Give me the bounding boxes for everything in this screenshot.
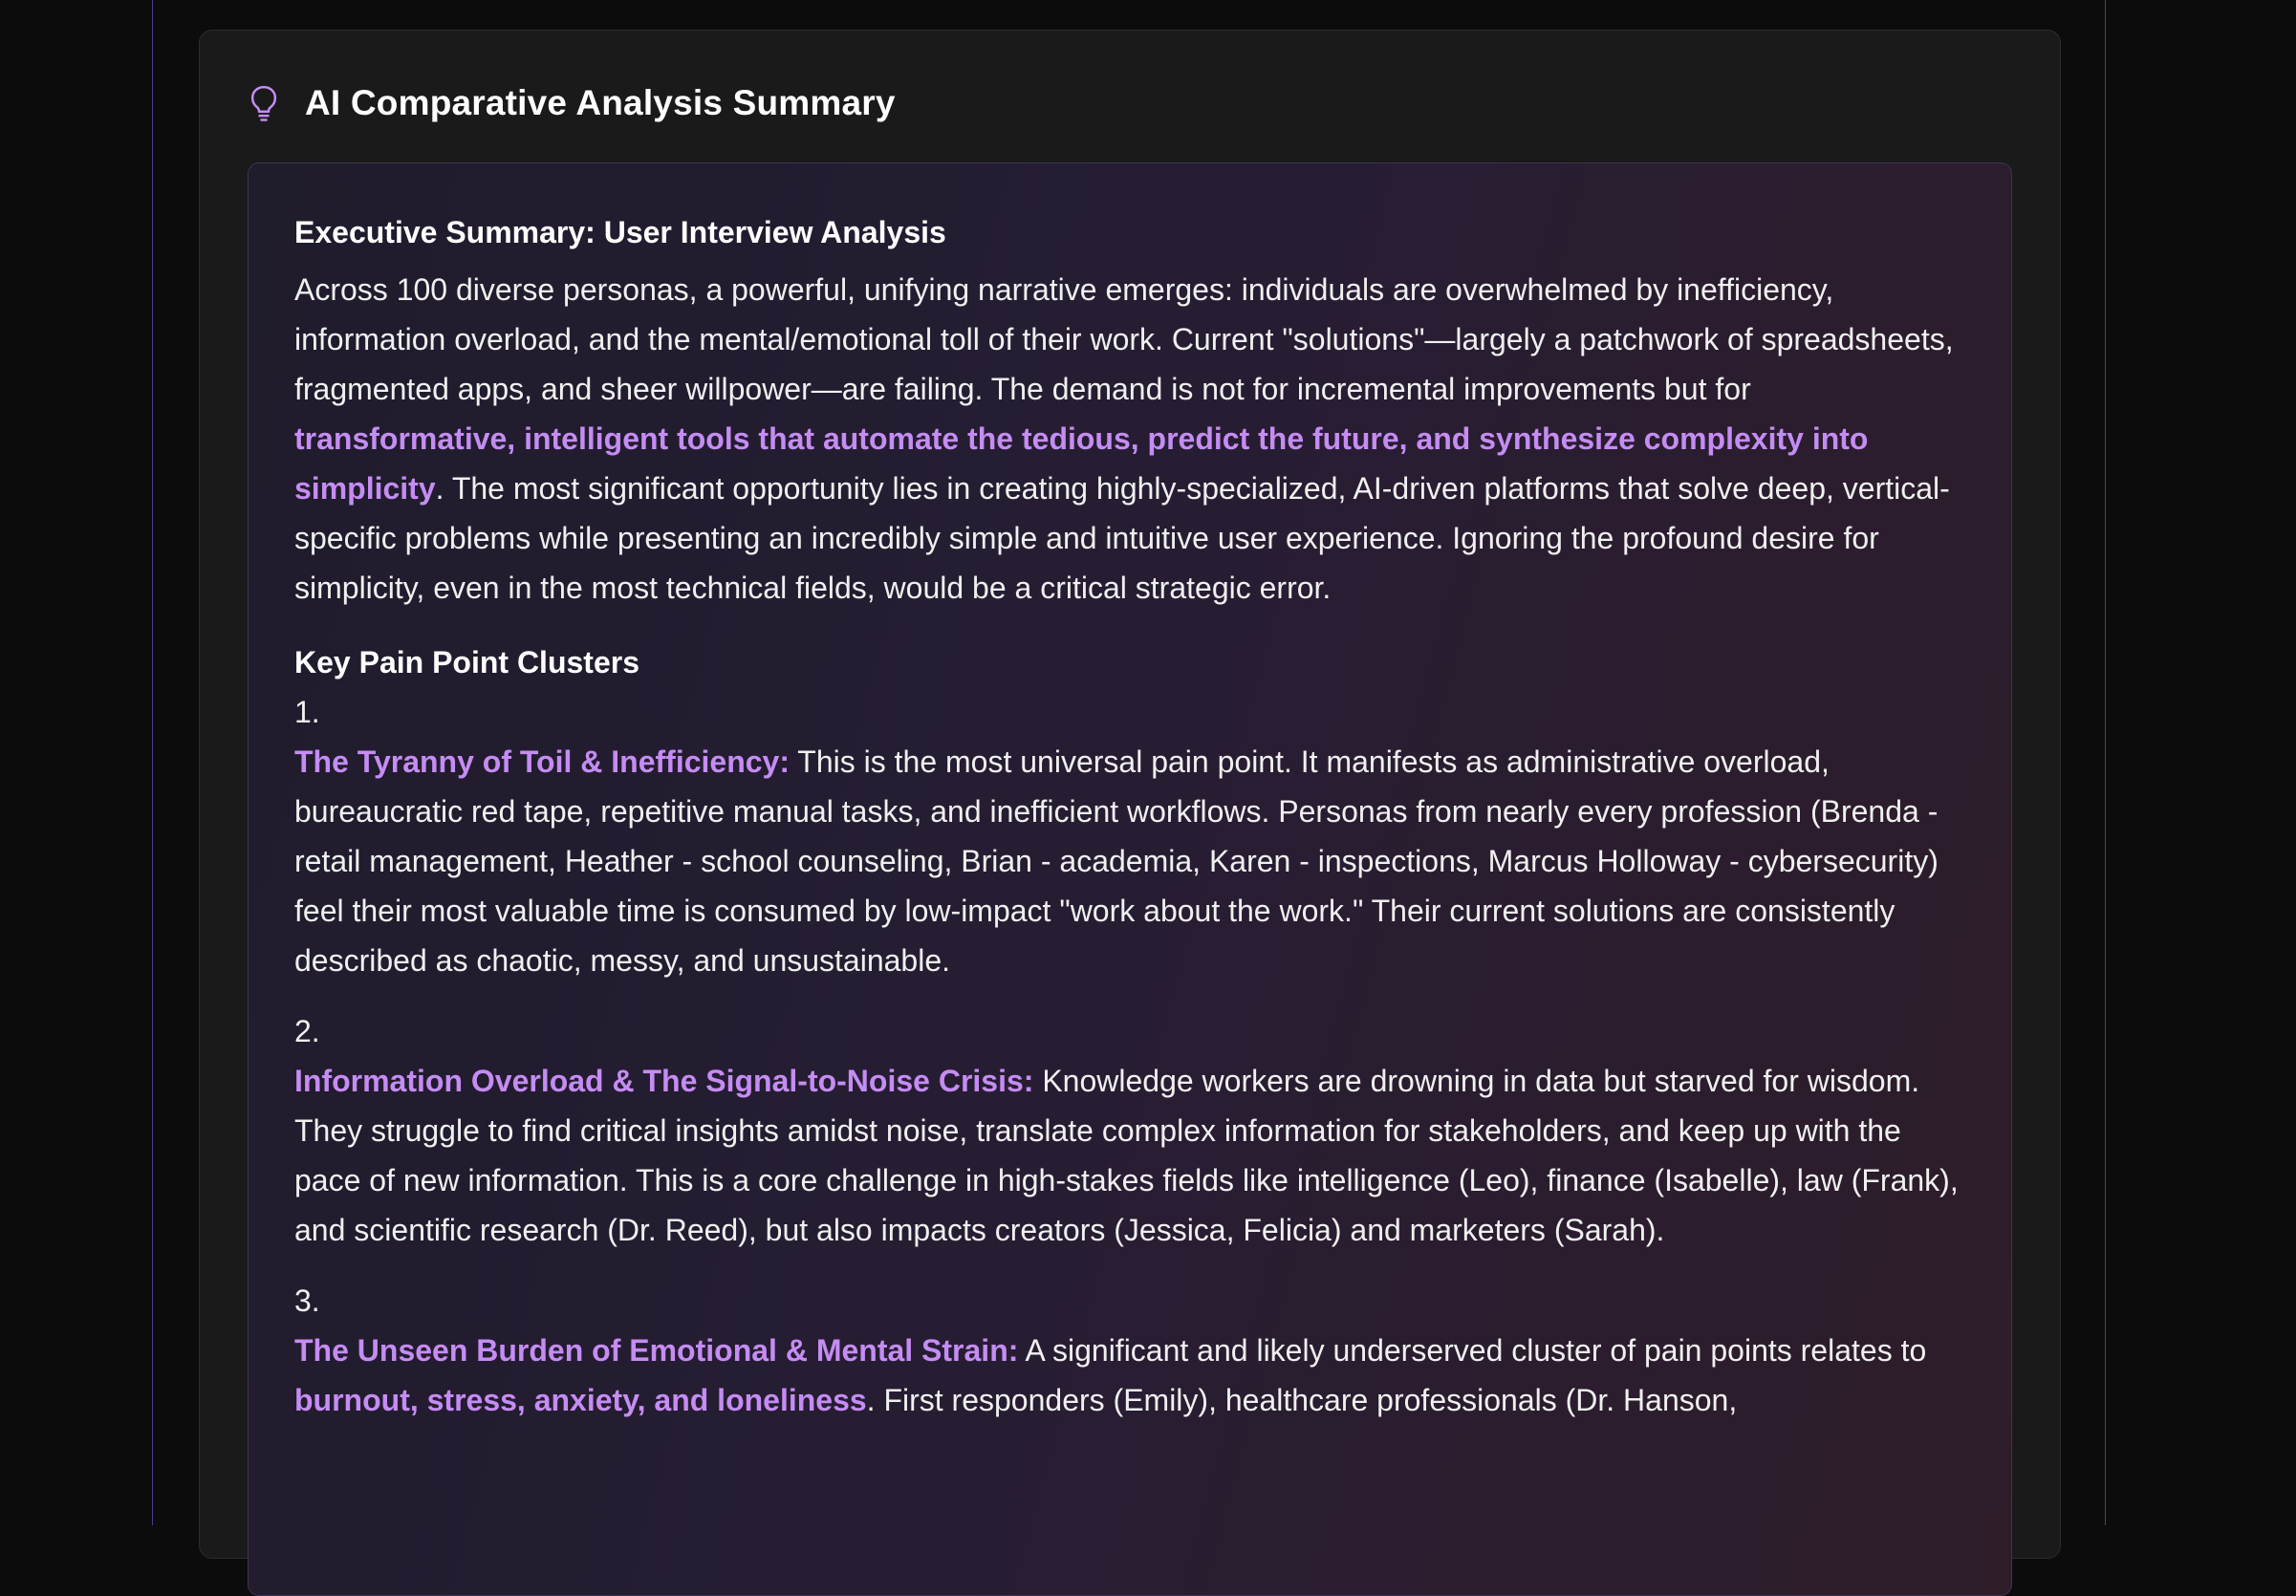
summary-text-end: . The most significant opportunity lies in creating highly-specialized, AI-driven platforms that solve deep, vertical-specific problems while presenting an incredibly simple and intuitive user experience. Ignoring the profound desire for simplicity, even in the most technical fields, would be a critical strategic error. xyxy=(294,471,1950,605)
cluster-item xyxy=(294,691,1965,985)
cluster-text: A significant and likely underserved cluster of pain points relates to xyxy=(1018,1333,1927,1368)
cluster-body xyxy=(294,737,1965,985)
card-title: AI Comparative Analysis Summary xyxy=(305,83,896,122)
cluster-title: The Unseen Burden of Emotional & Mental Strain: xyxy=(294,1333,1019,1368)
cluster-text-end: . First responders (Emily), healthcare professionals (Dr. Hanson, xyxy=(866,1383,1738,1417)
cluster-text: This is the most universal pain point. It manifests as administrative overload, bureaucratic red tape, repetitive manual tasks, and inefficient workflows. Personas from nearly every profession (Brenda - retail management, Heather - school counseling, Brian - academia, Karen - inspections, Marcus Holloway - cybersecurity) feel their most valuable time is consumed by low-impact "work about the work." Their current solutions are consistently described as chaotic, messy, and unsustainable. xyxy=(294,744,1939,978)
cluster-item xyxy=(294,1280,1965,1425)
analysis-summary-card xyxy=(199,30,2061,1559)
cluster-highlight: burnout, stress, anxiety, and loneliness xyxy=(294,1383,867,1417)
card-header xyxy=(249,83,896,123)
pain-point-clusters-heading: Key Pain Point Clusters xyxy=(294,645,639,679)
executive-summary-paragraph xyxy=(294,265,1965,613)
lightbulb-icon xyxy=(249,84,278,122)
cluster-number: 2. xyxy=(294,1014,320,1048)
summary-highlight: transformative, intelligent tools that automate the tedious, predict the future, and synthesize complexity into simplicity xyxy=(294,421,1869,506)
cluster-body xyxy=(294,1326,1965,1425)
cluster-title: The Tyranny of Toil & Inefficiency: xyxy=(294,744,790,779)
executive-summary-heading: Executive Summary: User Interview Analysis xyxy=(294,215,946,249)
summary-text-start: Across 100 diverse personas, a powerful, unifying narrative emerges: individuals are overwhelmed by inefficiency, information overload, and the mental/emotional toll of their work. Current "solutions"—largely a patchwork of spreadsheets, fragmented apps, and sheer willpower—are failing. The demand is not for incremental improvements but for xyxy=(294,272,1954,406)
cluster-text: Knowledge workers are drowning in data but starved for wisdom. They struggle to find critical insights amidst noise, translate complex information for stakeholders, and keep up with the pace of new information. This is a core challenge in high-stakes fields like intelligence (Leo), finance (Isabelle), law (Frank), and scientific research (Dr. Reed), but also impacts creators (Jessica, Felicia) and marketers (Sarah). xyxy=(294,1064,1959,1247)
cluster-body xyxy=(294,1056,1965,1255)
cluster-title: Information Overload & The Signal-to-Noise Crisis: xyxy=(294,1064,1034,1098)
cluster-item xyxy=(294,1010,1965,1255)
cluster-number: 3. xyxy=(294,1283,320,1318)
summary-content-panel xyxy=(248,162,2012,1596)
cluster-number: 1. xyxy=(294,695,320,729)
